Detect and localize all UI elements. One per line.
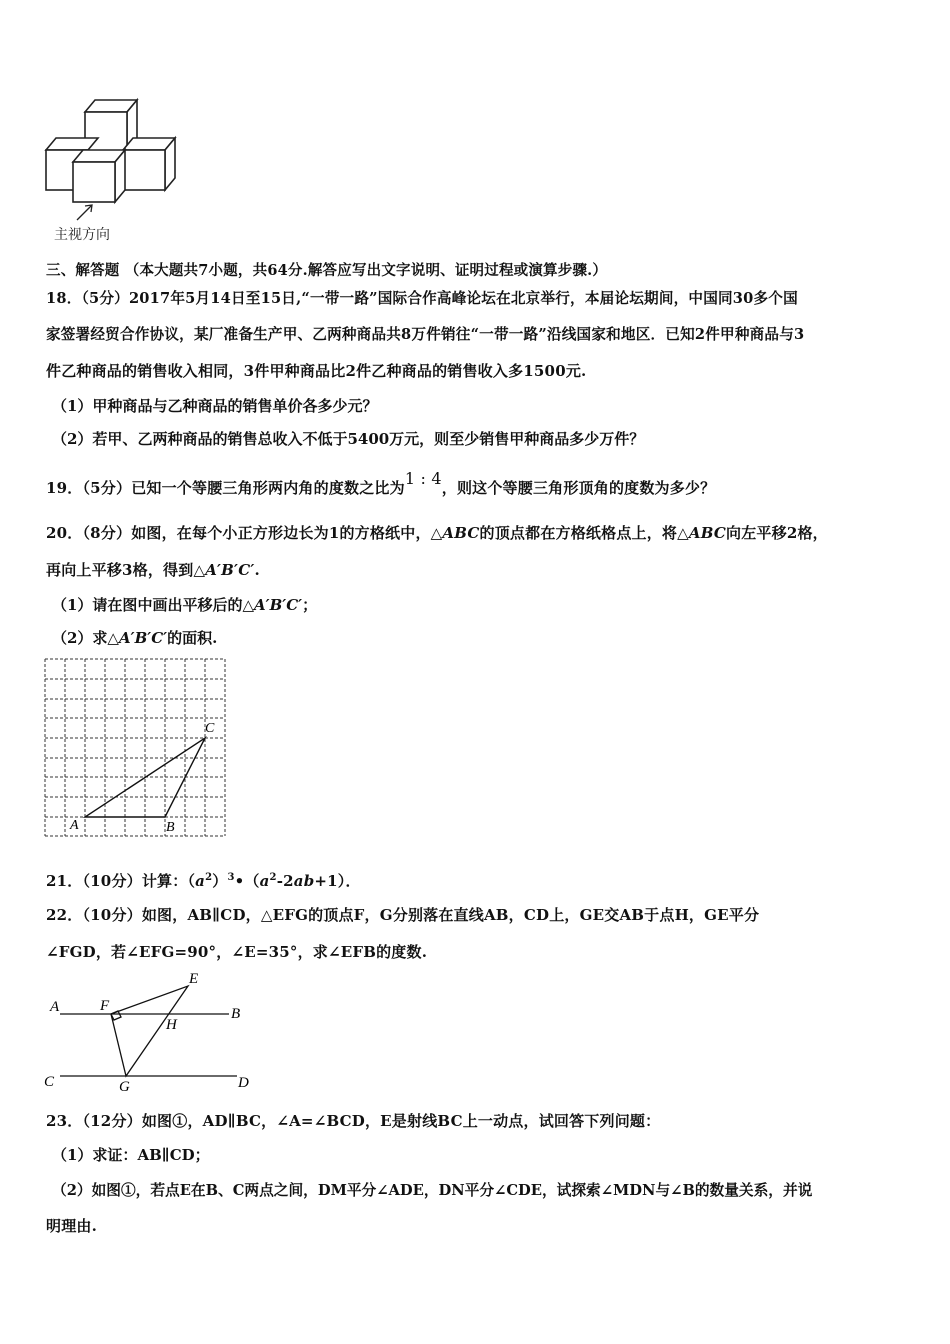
q21-line bbox=[46, 870, 361, 891]
q20-text: 向左平移2格， bbox=[726, 524, 828, 542]
parallel-lines-figure bbox=[44, 966, 264, 1096]
grid-figure bbox=[44, 658, 228, 840]
label-B: B bbox=[166, 820, 175, 835]
cube-drawing bbox=[40, 92, 190, 222]
q18-sub2: （2）若甲、乙两种商品的销售总收入不低于5400万元，则至少销售甲种商品多少万件？ bbox=[52, 430, 645, 448]
q20-abc-prime: A′B′C′ bbox=[205, 561, 255, 579]
q20-text: 的顶点都在方格纸格点上，将△ bbox=[479, 524, 689, 542]
q20-abc-prime: A′B′C′ bbox=[118, 629, 168, 647]
label-H: H bbox=[166, 1017, 177, 1033]
q22-line2: ∠FGD，若∠EFG=90°，∠E=35°，求∠EFB的度数. bbox=[46, 943, 428, 961]
label-G: G bbox=[119, 1079, 130, 1095]
q21-text: 21．（10分）计算：（ bbox=[46, 872, 196, 890]
q21-text: -2 bbox=[276, 872, 294, 890]
q21-text: +1）． bbox=[314, 872, 361, 890]
q21-var: ab bbox=[293, 872, 315, 890]
q19-ratio: 1 : 4 bbox=[404, 469, 442, 488]
q20-abc-prime: A′B′C′ bbox=[253, 596, 303, 614]
q18-line1: 18．（5分）2017年5月14日至15日,“一带一路”国际合作高峰论坛在北京举行，本届论坛期间，中国同30多个国 bbox=[46, 290, 798, 307]
q20-sub1-text: ； bbox=[302, 596, 318, 614]
q21-exp: 2 bbox=[205, 872, 213, 883]
q19-text-after: ，则这个等腰三角形顶角的度数为多少？ bbox=[441, 479, 716, 497]
q20-abc: ABC bbox=[688, 524, 727, 542]
q19-line bbox=[46, 469, 716, 498]
q23-sub2: （2）如图①，若点E在B、C两点之间，DM平分∠ADE，DN平分∠CDE，试探索∠MDN与∠B的数量关系，并说 bbox=[52, 1182, 813, 1199]
q20-sub2-text: （2）求△ bbox=[52, 629, 119, 647]
label-F: F bbox=[100, 998, 110, 1014]
q20-abc: ABC bbox=[442, 524, 480, 542]
q18-sub1: （1）甲种商品与乙种商品的销售单价各多少元？ bbox=[52, 397, 378, 415]
q20-sub2 bbox=[52, 627, 217, 648]
view-direction-caption: 主视方向 bbox=[54, 227, 110, 243]
grid-drawing bbox=[44, 658, 228, 840]
q21-text: •（ bbox=[234, 872, 260, 890]
cube-figure bbox=[40, 92, 190, 247]
q20-sub1-text: （1）请在图中画出平移后的△ bbox=[52, 596, 254, 614]
label-E: E bbox=[189, 971, 199, 987]
q20-line2 bbox=[46, 559, 260, 580]
q20-text: 20．（8分）如图，在每个小正方形边长为1的方格纸中，△ bbox=[46, 524, 443, 542]
q20-text: . bbox=[254, 561, 260, 579]
q20-line1 bbox=[46, 522, 828, 543]
label-B: B bbox=[231, 1006, 241, 1022]
q19-text-before: 19．（5分）已知一个等腰三角形两内角的度数之比为 bbox=[46, 479, 405, 497]
q22-line1: 22．（10分）如图，AB∥CD，△EFG的顶点F，G分别落在直线AB，CD上，GE交AB于点H，GE平分 bbox=[46, 906, 760, 924]
label-A: A bbox=[50, 999, 60, 1015]
label-D: D bbox=[238, 1075, 249, 1091]
q21-var: a bbox=[195, 872, 206, 890]
q18-line3: 件乙种商品的销售收入相同，3件甲种商品比2件乙种商品的销售收入多1500元. bbox=[46, 362, 587, 380]
label-A: A bbox=[70, 818, 79, 833]
q23-sub1: （1）求证：AB∥CD； bbox=[52, 1146, 210, 1164]
label-C: C bbox=[205, 721, 215, 736]
q21-var: a bbox=[259, 872, 270, 890]
q21-exp: 2 bbox=[269, 872, 277, 883]
label-C: C bbox=[44, 1074, 55, 1090]
q20-sub2-text: 的面积. bbox=[167, 629, 218, 647]
q21-text: ） bbox=[212, 872, 228, 890]
parallel-lines-drawing bbox=[44, 966, 264, 1096]
q20-text: 再向上平移3格，得到△ bbox=[46, 561, 206, 579]
q23-sub2-cont: 明理由. bbox=[46, 1217, 98, 1235]
section-header: 三、解答题 （本大题共7小题，共64分.解答应写出文字说明、证明过程或演算步骤.） bbox=[46, 262, 608, 279]
q18-line2: 家签署经贸合作协议，某厂准备生产甲、乙两种商品共8万件销往“一带一路”沿线国家和地区．已知2件甲种商品与3 bbox=[46, 326, 805, 343]
q20-sub1 bbox=[52, 594, 317, 615]
q21-exp: 3 bbox=[227, 872, 235, 883]
q23-line1: 23．（12分）如图①，AD∥BC，∠A=∠BCD，E是射线BC上一动点，试回答下列问题： bbox=[46, 1112, 661, 1130]
